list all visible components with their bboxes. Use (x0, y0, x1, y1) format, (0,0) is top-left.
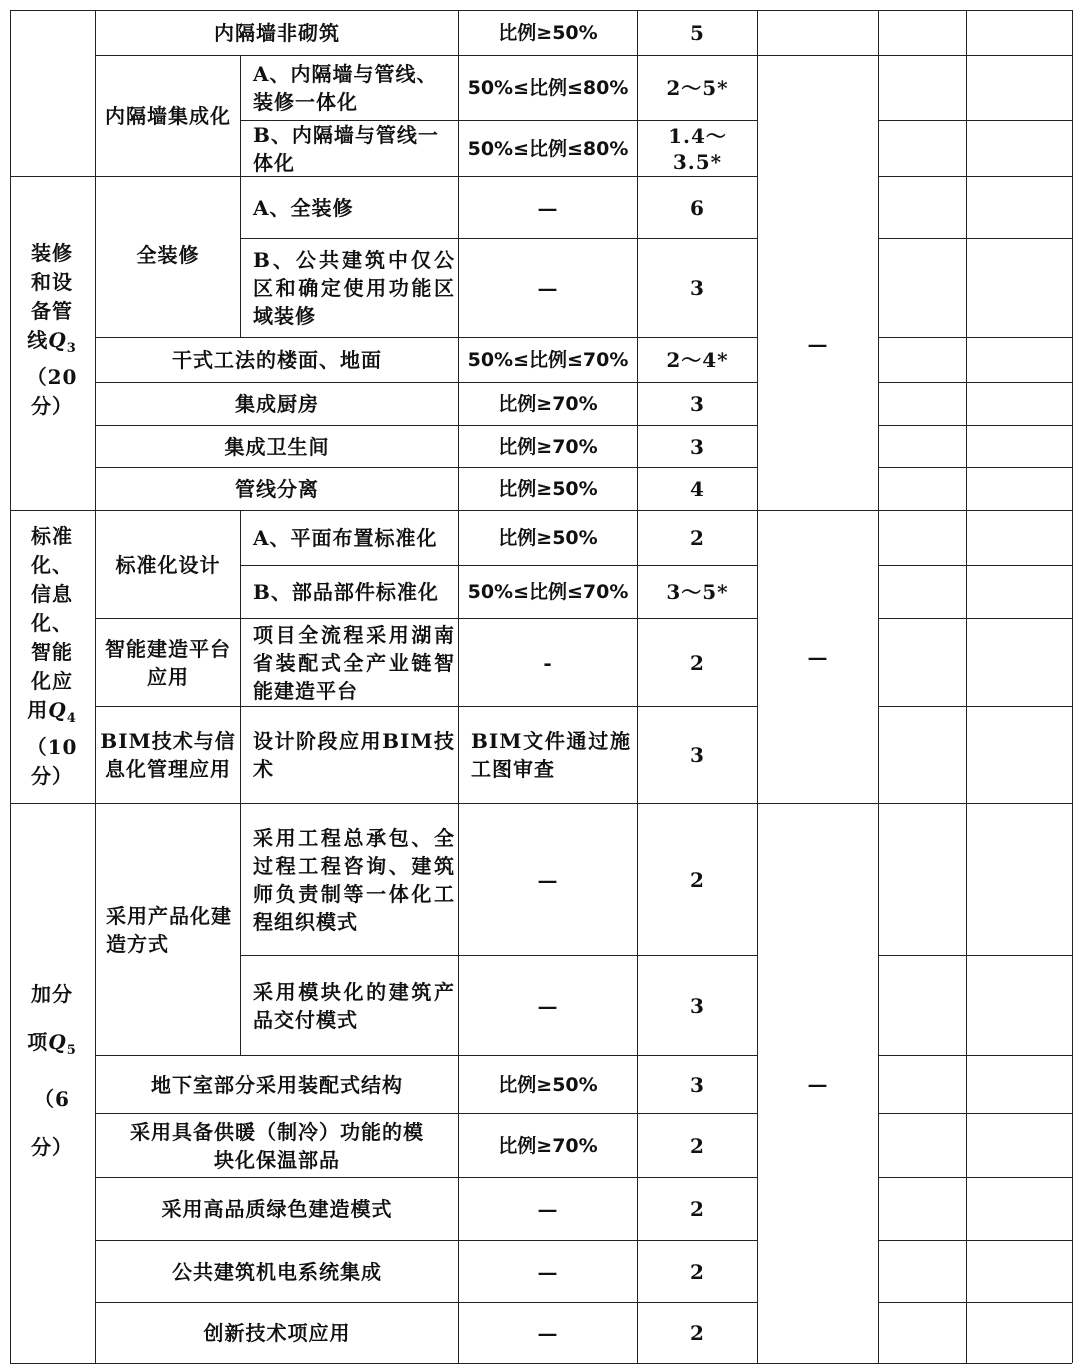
sub-item-cell: B、公共建筑中仅公区和确定使用功能区域装修 (253, 248, 455, 328)
q-symbol: Q (48, 1029, 67, 1054)
requirement-cell: 50%≤比例≤70% (467, 349, 629, 371)
requirement-cell: BIM文件通过施工图审查 (471, 729, 631, 781)
score-cell: 6 (690, 195, 705, 220)
requirement-cell: 比例≥50% (498, 22, 598, 44)
q-subscript: 3 (66, 341, 77, 356)
table-rule (878, 1055, 1072, 1056)
section-label-text: 装修和设备管线 (27, 241, 73, 352)
requirement-cell: — (537, 276, 559, 300)
score-cell: 3 (690, 993, 705, 1018)
table-rule (10, 10, 11, 1363)
sub-item-cell: A、全装修 (253, 195, 354, 220)
table-rule (878, 1302, 1072, 1303)
table-rule (878, 706, 1072, 707)
section-q3-dash: — (807, 331, 829, 356)
section-q5-label (14, 975, 90, 1165)
section-points: （10分） (26, 734, 78, 788)
score-cell: 2 (690, 650, 705, 675)
table-rule (878, 10, 879, 1363)
item-cell: 集成厨房 (235, 392, 319, 416)
score-cell: 3～5* (666, 580, 729, 604)
score-cell: 2 (690, 1133, 705, 1158)
score-cell: 3 (690, 1072, 705, 1097)
group-cell: BIM技术与信息化管理应用 (100, 729, 236, 781)
requirement-cell: 50%≤比例≤80% (467, 77, 629, 99)
score-cell: 3 (690, 743, 705, 767)
section-label-text: 标准化、信息化、智能化应用 (27, 523, 73, 722)
score-cell: 2～4* (666, 348, 729, 372)
sub-item-cell: B、部品部件标准化 (253, 580, 439, 604)
table-rule (878, 120, 1072, 121)
sub-item-cell: 项目全流程采用湖南省装配式全产业链智能建造平台 (253, 622, 455, 703)
requirement-cell: 比例≥70% (498, 435, 598, 458)
requirement-cell: 比例≥50% (498, 478, 598, 500)
score-cell: 2 (690, 1259, 705, 1284)
item-cell: 干式工法的楼面、地面 (172, 348, 382, 372)
section-points: （20分） (26, 365, 78, 418)
table-rule (878, 1113, 1072, 1114)
sub-item-cell: 设计阶段应用BIM技术 (253, 729, 455, 781)
requirement-cell: — (537, 1259, 559, 1284)
requirement-cell: 比例≥70% (498, 393, 598, 415)
table-rule (10, 1363, 1072, 1364)
score-cell: 3 (690, 392, 705, 416)
item-cell: 创新技术项应用 (203, 1321, 351, 1345)
table-rule (878, 382, 1072, 383)
group-cell: 内隔墙集成化 (105, 104, 231, 128)
requirement-cell: 比例≥50% (498, 1073, 598, 1096)
group-cell: 标准化设计 (115, 552, 221, 577)
section-points: 分） (31, 1134, 73, 1159)
section-label-text: 加分 (31, 981, 73, 1006)
table-rule (878, 565, 1072, 566)
score-cell: 2 (690, 526, 705, 550)
score-cell: 3 (690, 276, 705, 300)
requirement-cell: 比例≥70% (498, 1134, 598, 1157)
score-cell: 2 (690, 867, 705, 892)
item-cell: 集成卫生间 (224, 434, 330, 459)
q-symbol: Q (48, 328, 67, 352)
table-rule (878, 467, 1072, 468)
table-rule (1072, 10, 1073, 1363)
group-cell: 全装修 (136, 243, 200, 267)
q-subscript: 5 (66, 1042, 77, 1058)
requirement-cell: - (543, 650, 553, 675)
group-cell: 采用产品化建造方式 (106, 903, 232, 956)
q-symbol: Q (48, 697, 67, 722)
item-cell: 采用高品质绿色建造模式 (161, 1197, 393, 1221)
requirement-cell: — (537, 1321, 559, 1345)
section-q3-label (14, 240, 90, 420)
item-cell: 公共建筑机电系统集成 (172, 1259, 382, 1284)
section-points: （6 (34, 1086, 70, 1111)
table-rule (878, 238, 1072, 239)
sub-item-cell: 采用工程总承包、全过程工程咨询、建筑师负责制等一体化工程组织模式 (253, 825, 455, 934)
sub-item-cell: B、内隔墙与管线一体化 (253, 122, 439, 175)
item-cell: 地下室部分采用装配式结构 (151, 1072, 403, 1097)
sub-item-cell: 采用模块化的建筑产品交付模式 (253, 979, 455, 1032)
section-q4-label (14, 523, 90, 788)
table-rule (966, 10, 967, 1363)
score-cell: 4 (690, 477, 705, 501)
table-rule (878, 337, 1072, 338)
score-cell: 2 (690, 1197, 705, 1221)
section-q4-dash: — (807, 645, 829, 669)
score-cell: 5 (690, 21, 705, 45)
requirement-cell: 比例≥50% (498, 527, 598, 549)
score-cell: 2 (690, 1321, 705, 1345)
table-rule (878, 1240, 1072, 1241)
table-rule (878, 425, 1072, 426)
section-label-text: 项 (27, 1029, 49, 1054)
table-rule (878, 955, 1072, 956)
requirement-cell: — (537, 1197, 559, 1221)
group-cell: 智能建造平台应用 (105, 636, 231, 689)
score-cell: 3 (690, 434, 705, 459)
item-cell: 管线分离 (235, 477, 319, 501)
table-rule (878, 176, 1072, 177)
requirement-cell: 50%≤比例≤70% (467, 581, 629, 603)
table-rule (878, 618, 1072, 619)
requirement-cell: — (537, 195, 559, 220)
requirement-cell: 50%≤比例≤80% (467, 137, 629, 160)
score-cell: 2～5* (666, 76, 729, 100)
item-cell: 采用具备供暖（制冷）功能的模块化保温部品 (130, 1119, 424, 1172)
table-rule (878, 1177, 1072, 1178)
requirement-cell: — (537, 867, 559, 892)
item-cell: 内隔墙非砌筑 (214, 21, 340, 45)
sub-item-cell: A、内隔墙与管线、装修一体化 (253, 62, 438, 114)
section-q5-dash: — (807, 1071, 829, 1096)
q-subscript: 4 (66, 710, 77, 726)
requirement-cell: — (537, 993, 559, 1018)
score-cell: 1.4～3.5* (668, 123, 727, 174)
sub-item-cell: A、平面布置标准化 (253, 526, 438, 550)
